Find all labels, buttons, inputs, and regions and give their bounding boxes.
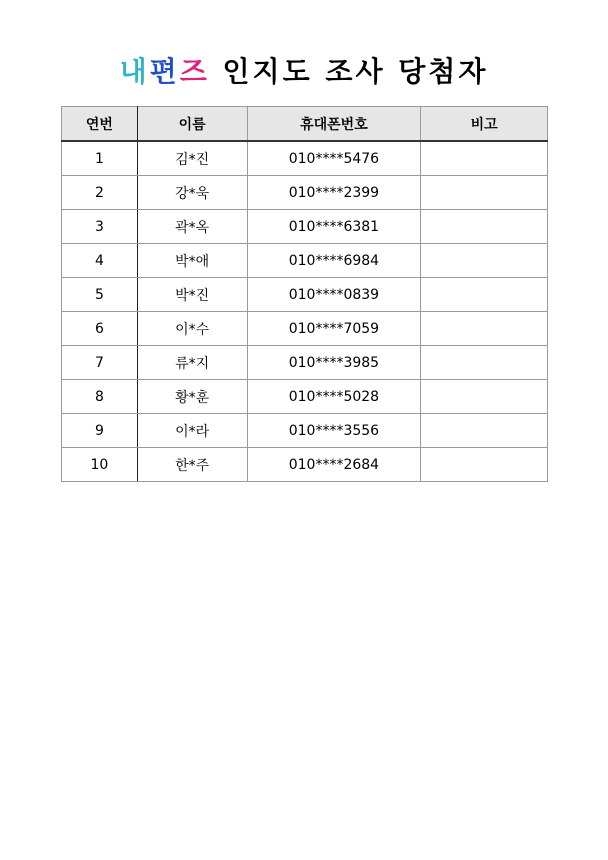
header-note: 비고 — [421, 107, 548, 142]
cell-note — [421, 141, 548, 176]
header-name: 이름 — [137, 107, 247, 142]
cell-phone: 010****6984 — [247, 244, 421, 278]
table-header-row — [62, 107, 548, 142]
cell-phone: 010****2399 — [247, 176, 421, 210]
cell-name: 한*주 — [137, 448, 247, 482]
cell-no: 8 — [62, 380, 138, 414]
cell-no: 4 — [62, 244, 138, 278]
winners-table — [61, 106, 548, 482]
title-brand-part-3: 즈 — [179, 55, 210, 88]
cell-phone: 010****5476 — [247, 141, 421, 176]
cell-note — [421, 244, 548, 278]
cell-note — [421, 210, 548, 244]
page-title — [0, 52, 608, 92]
table-row — [62, 380, 548, 414]
cell-note — [421, 414, 548, 448]
header-phone: 휴대폰번호 — [247, 107, 421, 142]
table-row — [62, 176, 548, 210]
cell-note — [421, 380, 548, 414]
cell-name: 이*라 — [137, 414, 247, 448]
header-no: 연번 — [62, 107, 138, 142]
cell-note — [421, 448, 548, 482]
cell-note — [421, 346, 548, 380]
cell-name: 강*욱 — [137, 176, 247, 210]
title-brand-part-2: 편 — [149, 55, 180, 88]
cell-no: 10 — [62, 448, 138, 482]
cell-no: 9 — [62, 414, 138, 448]
title-text: 인지도 조사 당첨자 — [209, 55, 489, 88]
cell-no: 6 — [62, 312, 138, 346]
table-row — [62, 346, 548, 380]
cell-name: 김*진 — [137, 141, 247, 176]
cell-no: 2 — [62, 176, 138, 210]
table-row — [62, 244, 548, 278]
cell-no: 1 — [62, 141, 138, 176]
cell-phone: 010****6381 — [247, 210, 421, 244]
cell-phone: 010****5028 — [247, 380, 421, 414]
cell-note — [421, 176, 548, 210]
cell-name: 황*훈 — [137, 380, 247, 414]
table-row — [62, 414, 548, 448]
cell-name: 류*지 — [137, 346, 247, 380]
cell-no: 5 — [62, 278, 138, 312]
cell-note — [421, 278, 548, 312]
cell-name: 이*수 — [137, 312, 247, 346]
table-row — [62, 278, 548, 312]
cell-phone: 010****2684 — [247, 448, 421, 482]
cell-no: 3 — [62, 210, 138, 244]
table-row — [62, 210, 548, 244]
cell-note — [421, 312, 548, 346]
title-brand-part-1: 내 — [119, 55, 150, 88]
cell-name: 곽*옥 — [137, 210, 247, 244]
cell-name: 박*진 — [137, 278, 247, 312]
cell-phone: 010****3985 — [247, 346, 421, 380]
cell-phone: 010****0839 — [247, 278, 421, 312]
cell-no: 7 — [62, 346, 138, 380]
cell-phone: 010****7059 — [247, 312, 421, 346]
table-row — [62, 312, 548, 346]
cell-phone: 010****3556 — [247, 414, 421, 448]
table-row — [62, 141, 548, 176]
table-row — [62, 448, 548, 482]
cell-name: 박*애 — [137, 244, 247, 278]
